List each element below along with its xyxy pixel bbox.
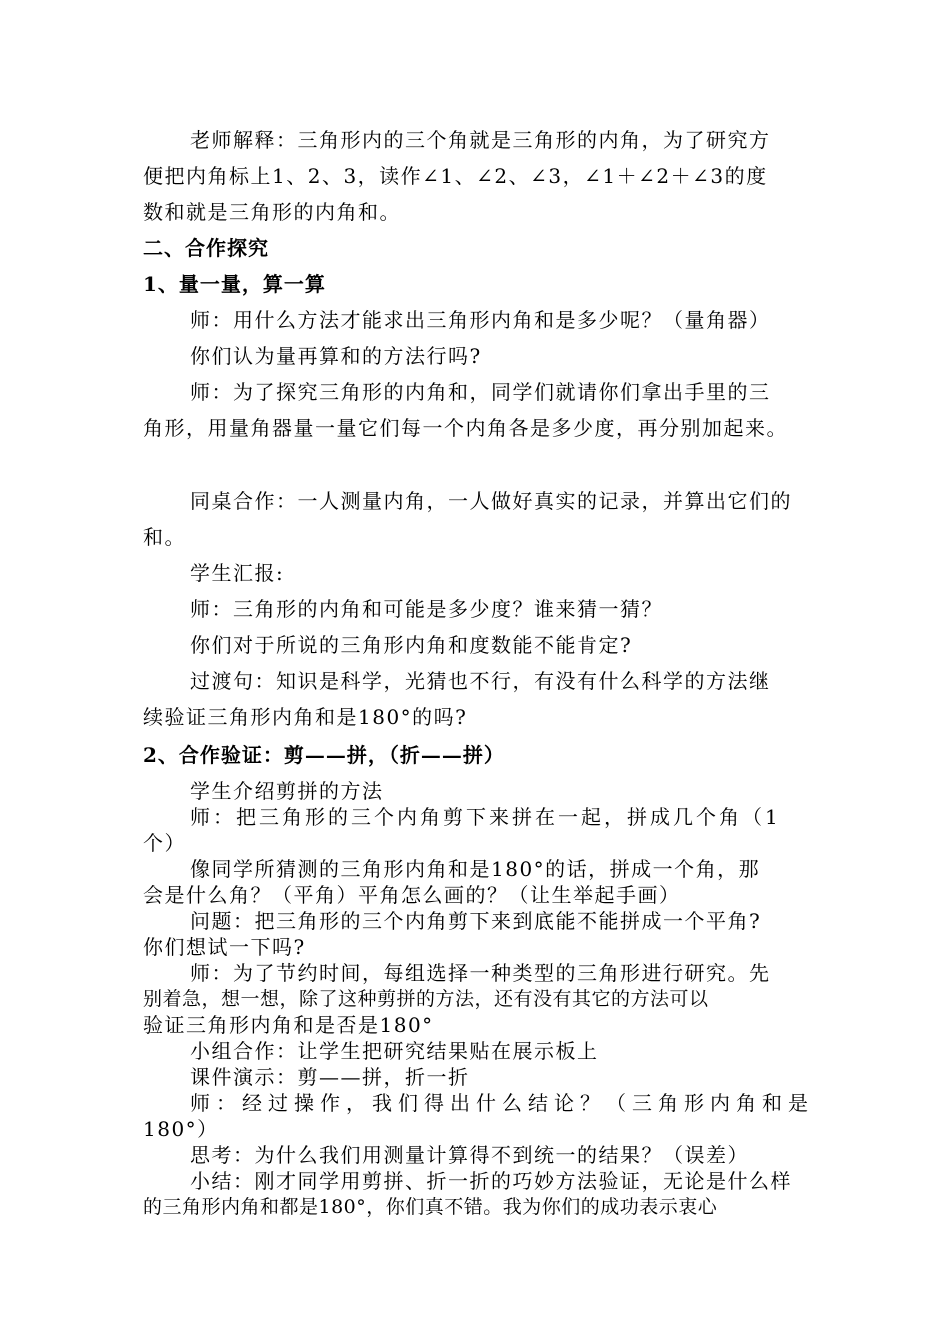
paragraph-group-cooperation: 小组合作：让学生把研究结果贴在展示板上	[190, 1039, 599, 1063]
paragraph-problem-line2: 你们想试一下吗?	[143, 935, 306, 959]
paragraph-teacher-explanation-line1: 老师解释：三角形内的三个角就是三角形的内角，为了研究方	[190, 128, 771, 152]
paragraph-group-research-line2: 别着急，想一想，除了这种剪拼的方法，还有没有其它的方法可以	[143, 988, 709, 1010]
subsection-heading-measure: 1、量一量，算一算	[143, 272, 326, 296]
paragraph-reflection: 思考：为什么我们用测量计算得不到统一的结果？（误差）	[190, 1143, 749, 1167]
paragraph-cut-angles-line2: 个）	[143, 831, 186, 855]
paragraph-conclusion-line2: 180°）	[143, 1117, 219, 1141]
paragraph-summary-line1: 小结：刚才同学用剪拼、折一折的巧妙方法验证，无论是什么样	[190, 1169, 792, 1193]
section-heading-cooperative-inquiry: 二、合作探究	[143, 236, 269, 260]
paragraph-group-research-line3: 验证三角形内角和是否是180°	[143, 1013, 434, 1037]
paragraph-group-research-line1: 师：为了节约时间，每组选择一种类型的三角形进行研究。先	[190, 961, 771, 985]
paragraph-teacher-question: 师：用什么方法才能求出三角形内角和是多少呢？（量角器）	[190, 308, 771, 332]
paragraph-teacher-instruction-line1: 师：为了探究三角形的内角和，同学们就请你们拿出手里的三	[190, 380, 771, 404]
paragraph-method-question: 你们认为量再算和的方法行吗?	[190, 344, 482, 368]
paragraph-straight-angle-line2: 会是什么角？（平角）平角怎么画的？（让生举起手画）	[143, 883, 681, 907]
paragraph-courseware-demo: 课件演示：剪——拼，折一折	[190, 1065, 470, 1089]
subsection-heading-cooperative-verification: 2、合作验证：剪——拼，（折——拼）	[143, 743, 505, 767]
paragraph-desk-mate-cooperation-line1: 同桌合作：一人测量内角，一人做好真实的记录，并算出它们的	[190, 489, 792, 513]
paragraph-conclusion-line1: 师：经过操作，我们得出什么结论？（三角形内角和是	[190, 1091, 814, 1115]
paragraph-desk-mate-cooperation-line2: 和。	[143, 525, 186, 549]
paragraph-guess-question: 师：三角形的内角和可能是多少度？谁来猜一猜？	[190, 597, 663, 621]
paragraph-teacher-explanation-line2: 便把内角标上1、2、3，读作∠1、∠2、∠3，∠1＋∠2＋∠3的度	[143, 164, 768, 188]
paragraph-teacher-explanation-line3: 数和就是三角形的内角和。	[143, 200, 401, 224]
paragraph-transition-line1: 过渡句：知识是科学，光猜也不行，有没有什么科学的方法继	[190, 669, 771, 693]
paragraph-cut-method-intro: 学生介绍剪拼的方法	[190, 779, 384, 803]
paragraph-certainty-question: 你们对于所说的三角形内角和度数能不能肯定?	[190, 633, 633, 657]
paragraph-straight-angle-line1: 像同学所猜测的三角形内角和是180°的话，拼成一个角，那	[190, 857, 761, 881]
paragraph-teacher-instruction-line2: 角形，用量角器量一量它们每一个内角各是多少度，再分别加起来。	[143, 416, 788, 440]
paragraph-student-report: 学生汇报:	[190, 561, 285, 585]
paragraph-problem-line1: 问题：把三角形的三个内角剪下来到底能不能拼成一个平角?	[190, 909, 762, 933]
paragraph-summary-line2: 的三角形内角和都是180°，你们真不错。我为你们的成功表示衷心	[143, 1196, 718, 1218]
paragraph-cut-angles-line1: 师：把三角形的三个内角剪下来拼在一起，拼成几个角（1	[190, 805, 781, 829]
paragraph-transition-line2: 续验证三角形内角和是180°的吗?	[143, 705, 468, 729]
